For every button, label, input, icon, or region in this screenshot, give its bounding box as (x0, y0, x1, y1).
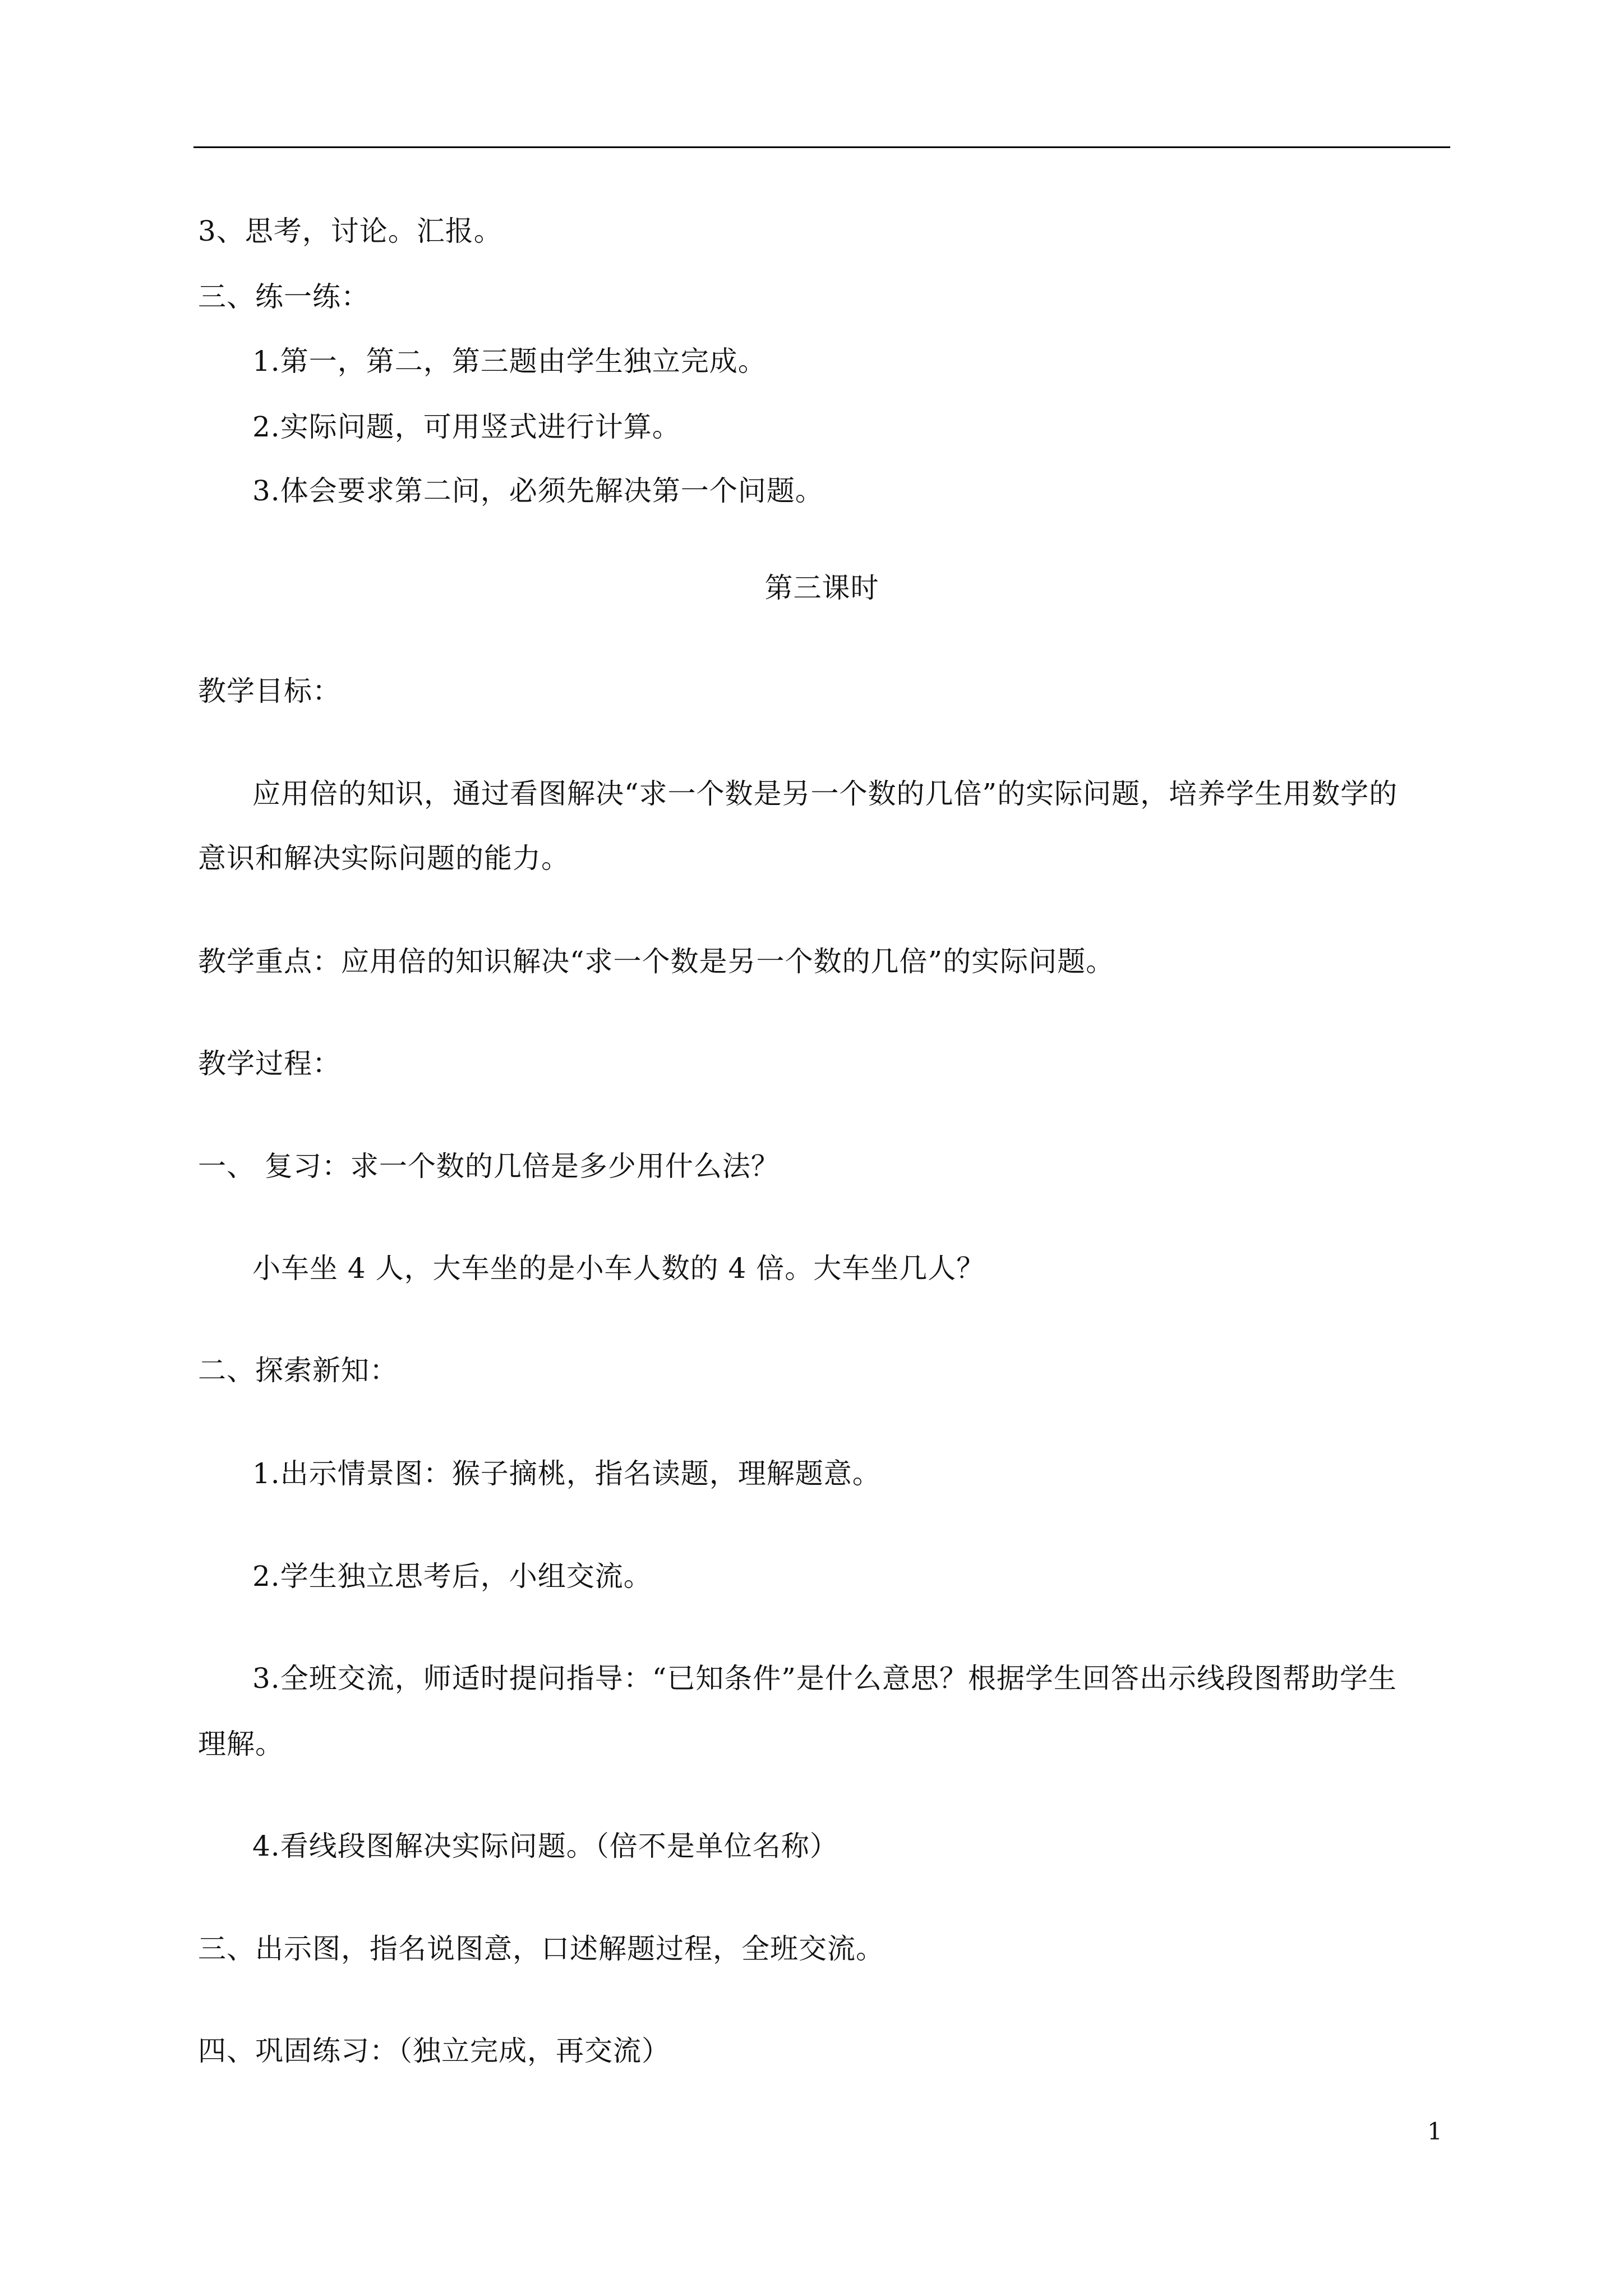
explore-item-4: 4.看线段图解决实际问题。（倍不是单位名称） (252, 1830, 838, 1862)
page-number: 1 (1427, 2118, 1442, 2145)
step-explore: 二、探索新知： (198, 1354, 398, 1387)
teaching-goals-heading: 教学目标： (198, 675, 341, 707)
explore-item-3-line-1: 3.全班交流，师适时提问指导：“已知条件”是什么意思？根据学生回答出示线段图帮助学生 (252, 1662, 1397, 1695)
practice-item-2: 2.实际问题，可用竖式进行计算。 (252, 411, 681, 443)
step-consolidate: 四、巩固练习：（独立完成，再交流） (198, 2035, 670, 2067)
review-question: 小车坐 4 人，大车坐的是小车人数的 4 倍。大车坐几人？ (252, 1252, 985, 1285)
section-heading-practice: 三、练一练： (198, 280, 370, 313)
header-rule (193, 146, 1450, 148)
explore-item-3-line-2: 理解。 (198, 1728, 284, 1760)
step-show-picture: 三、出示图，指名说图意，口述解题过程，全班交流。 (198, 1932, 884, 1965)
explore-item-1: 1.出示情景图：猴子摘桃，指名读题，理解题意。 (252, 1457, 881, 1490)
text-line-review-3: 3、思考，讨论。汇报。 (198, 215, 502, 247)
step-review: 一、 复习：求一个数的几倍是多少用什么法？ (198, 1150, 780, 1182)
practice-item-3: 3.体会要求第二问，必须先解决第一个问题。 (252, 475, 824, 507)
teaching-process-heading: 教学过程： (198, 1047, 341, 1080)
explore-item-2: 2.学生独立思考后，小组交流。 (252, 1560, 652, 1593)
teaching-focus: 教学重点：应用倍的知识解决“求一个数是另一个数的几倍”的实际问题。 (198, 945, 1115, 978)
teaching-goals-text-line-1: 应用倍的知识，通过看图解决“求一个数是另一个数的几倍”的实际问题，培养学生用数学的 (252, 777, 1398, 810)
lesson-title: 第三课时 (764, 572, 879, 604)
teaching-goals-text-line-2: 意识和解决实际问题的能力。 (198, 842, 570, 875)
practice-item-1: 1.第一，第二，第三题由学生独立完成。 (252, 345, 767, 378)
